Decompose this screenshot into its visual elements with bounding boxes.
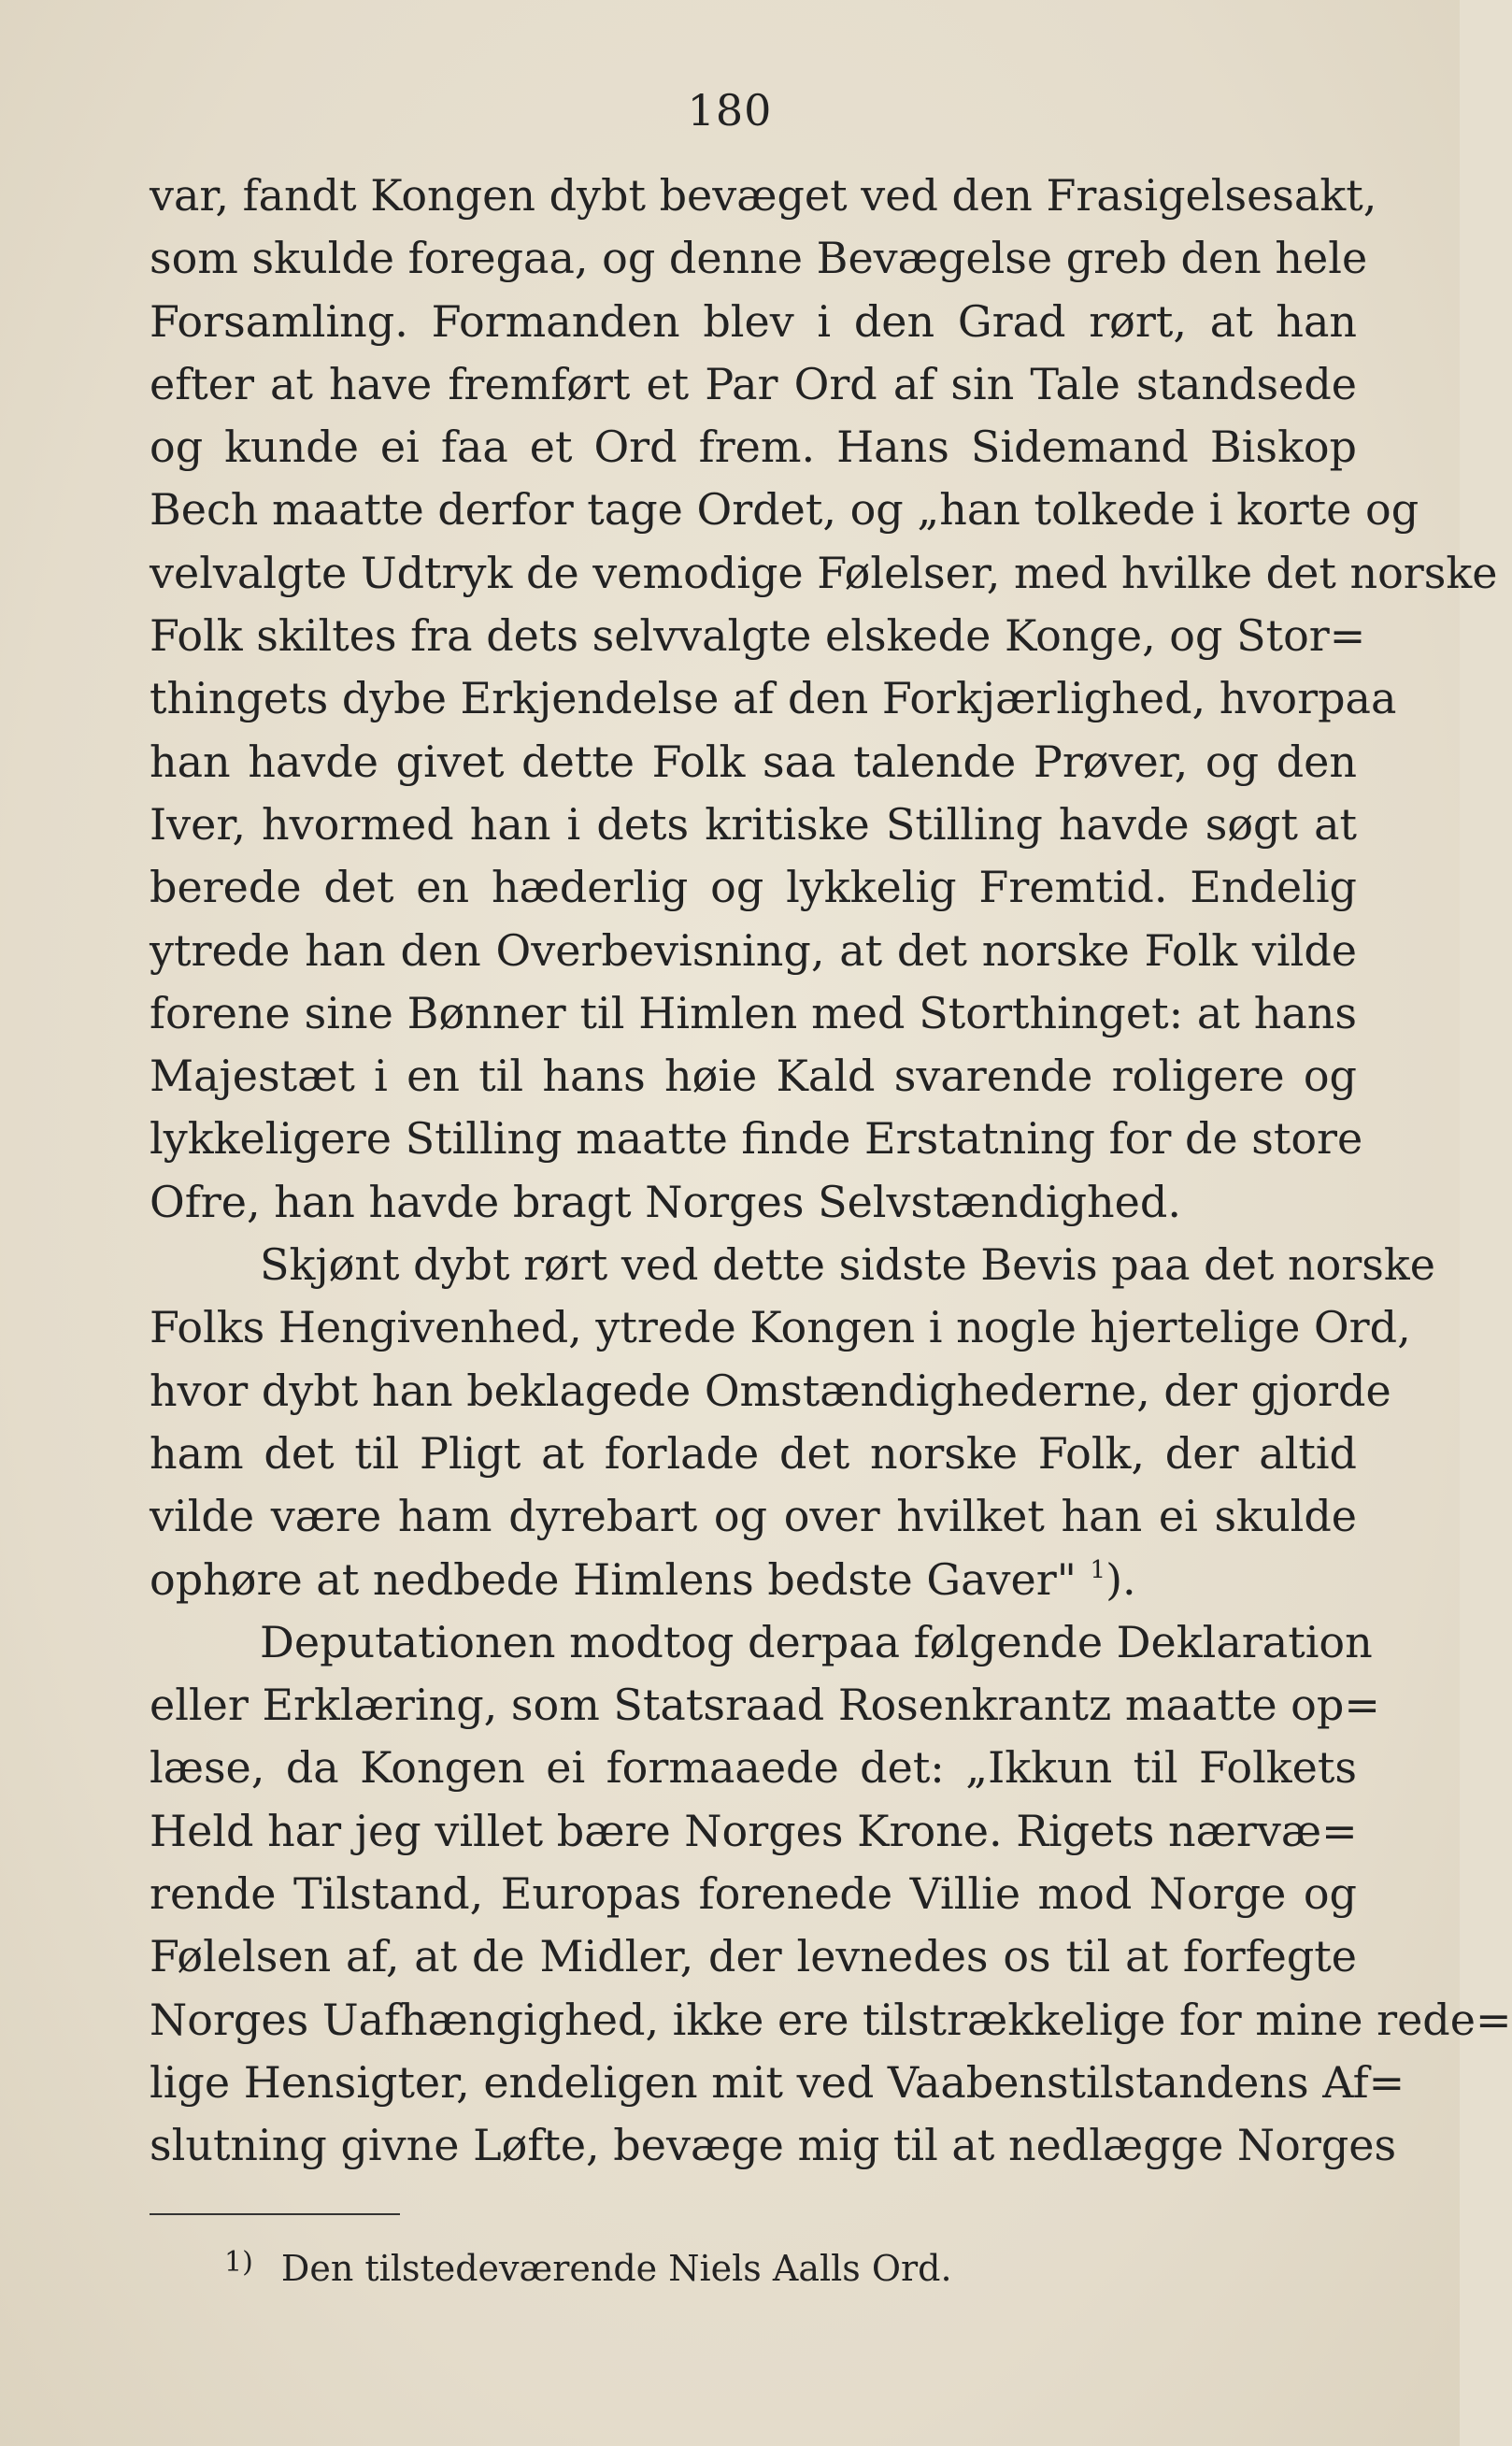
text-line-content: ophøre at nedbede Himlens bedste Gaver" [150,1553,1091,1605]
footnote-text: Den tilstedeværende Niels Aalls Ord. [280,2248,952,2289]
text-line-content: Held har jeg villet bære Norges Krone. Rigets nærvæ= [150,1805,1358,1856]
text-line-content: han havde givet dette Folk saa talende Prøver, og den [150,736,1357,787]
text-line-content: slutning givne Løfte, bevæge mig til at nedlægge Norges [150,2120,1397,2171]
text-line [150,2114,1397,2177]
text-line [150,1989,1512,2052]
text-line [150,920,1357,982]
text-line-tail: ). [1105,1553,1136,1605]
text-line [150,982,1357,1045]
text-line-content: vilde være ham dyrebart og over hvilket han ei skulde [150,1491,1357,1542]
text-line-content: Majestæt i en til hans høie Kald svarende roligere og [150,1051,1357,1102]
text-line [150,164,1377,227]
text-line-content: Skjønt dybt rørt ved dette sidste Bevis paa det norske [260,1239,1435,1291]
text-line [150,542,1498,605]
text-line [150,1171,1357,1234]
text-line [150,353,1357,416]
text-line [150,1360,1391,1423]
footnote-marker: 1) [224,2246,253,2279]
body-text [150,164,1512,2178]
text-line-content: Folk skiltes fra dets selvvalgte elskede Konge, og Stor= [150,610,1366,662]
text-line-content: lige Hensigter, endeligen mit ved Vaabenstilstandens Af= [150,2056,1405,2108]
text-line-content: hvor dybt han beklagede Omstændighederne, der gjorde [150,1365,1391,1416]
text-line [150,1296,1411,1359]
text-line [150,731,1357,794]
text-line-content: Følelsen af, at de Midler, der levnedes os til at forfegte [150,1931,1357,1982]
text-line [150,1108,1363,1170]
text-line-content: eller Erklæring, som Statsraad Rosenkrantz maatte op= [150,1680,1380,1731]
text-line [150,1674,1380,1737]
text-line-content: Forsamling. Formanden blev i den Grad rørt, at han [150,295,1357,347]
text-line [150,291,1357,353]
footnote [224,2239,952,2293]
text-line-content: var, fandt Kongen dybt bevæget ved den Frasigelsesakt, [150,170,1377,221]
text-line-content: læse, da Kongen ei formaaede det: „Ikkun til Folkets [150,1742,1357,1794]
text-line [150,227,1368,290]
text-line-content: efter at have fremført et Par Ord af sin Tale standsede [150,358,1357,409]
text-line [150,1423,1357,1485]
text-line [150,1800,1357,1863]
text-line-content: Folks Hengivenhed, ytrede Kongen i nogle hjertelige Ord, [150,1302,1411,1353]
text-line [150,1611,1373,1674]
text-line-content: velvalgte Udtryk de vemodige Følelser, med hvilke det norske [150,547,1498,598]
text-line-content: berede det en hæderlig og lykkelig Fremtid. Endelig [150,862,1357,913]
text-line-content: som skulde foregaa, og denne Bevægelse greb den hele [150,233,1368,284]
text-line [150,856,1357,919]
text-line [150,2052,1405,2114]
text-line [150,605,1366,667]
text-line [150,794,1357,856]
text-line [150,416,1357,479]
text-line [150,1863,1357,1925]
text-line [150,1045,1357,1108]
text-line-content: Bech maatte derfor tage Ordet, og „han tolkede i korte og [150,484,1419,536]
text-line-content: Ofre, han havde bragt Norges Selvstændighed. [150,1176,1181,1227]
text-line-content: lykkeligere Stilling maatte finde Erstatning for de store [150,1113,1363,1165]
text-line-content: ytrede han den Overbevisning, at det norske Folk vilde [150,924,1357,976]
text-line-content: forene sine Bønner til Himlen med Storthinget: at hans [150,987,1357,1038]
text-line [150,1549,1357,1611]
text-line [150,667,1397,730]
text-line [150,1234,1435,1296]
text-line-content: ham det til Pligt at forlade det norske Folk, der altid [150,1427,1357,1479]
page-number: 180 [687,85,773,136]
text-line-content: rende Tilstand, Europas forenede Villie mod Norge og [150,1868,1357,1920]
footnote-rule [150,2213,400,2215]
text-line-content: Iver, hvormed han i dets kritiske Stilling havde søgt at [150,798,1357,850]
text-line [150,1485,1357,1548]
footnote-reference: 1 [1090,1555,1106,1584]
text-line-content: thingets dybe Erkjendelse af den Forkjærlighed, hvorpaa [150,673,1397,724]
text-line [150,1737,1357,1799]
text-line-content: Deputationen modtog derpaa følgende Deklaration [260,1616,1373,1667]
text-line [150,1925,1357,1988]
text-line [150,479,1419,541]
text-line-content: og kunde ei faa et Ord frem. Hans Sidemand Biskop [150,422,1357,473]
text-line-content: Norges Uafhængighed, ikke ere tilstrækkelige for mine rede= [150,1994,1512,2045]
